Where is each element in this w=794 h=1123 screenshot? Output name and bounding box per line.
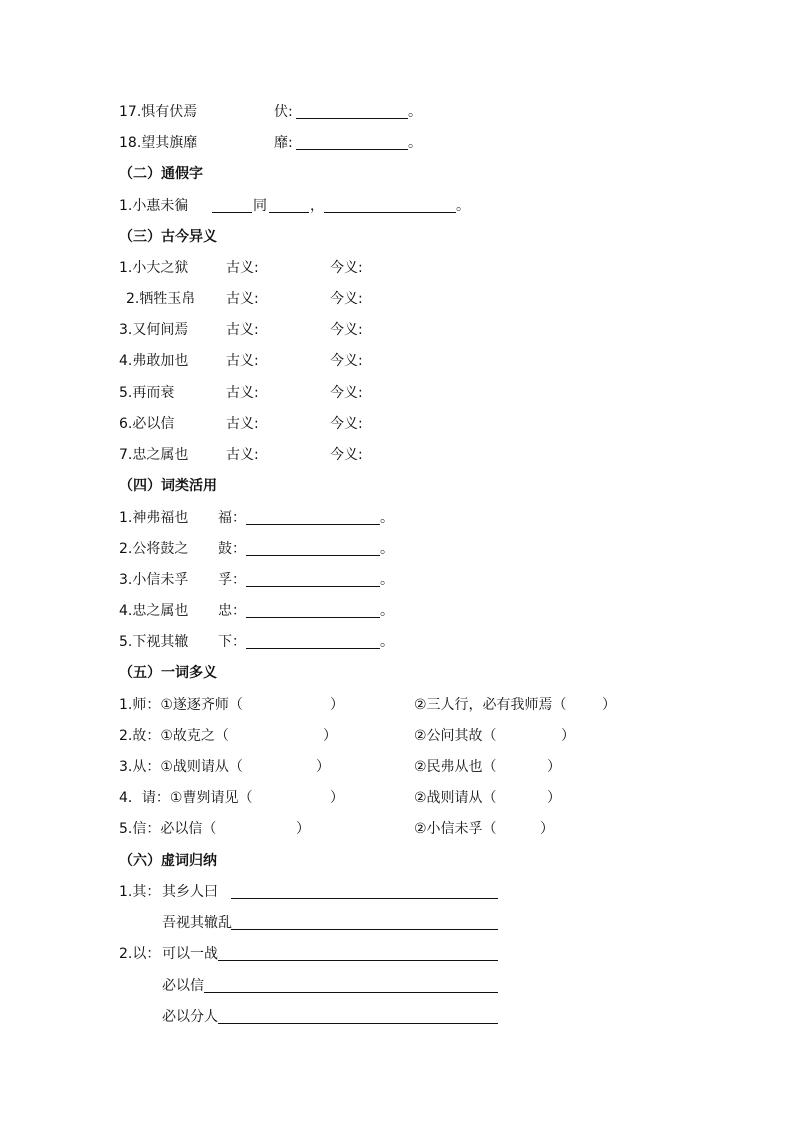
item-label: 1.神弗福也 — [119, 510, 189, 526]
gu-label: 古义: — [226, 260, 259, 276]
item-tail: 。 — [380, 603, 394, 619]
item-char: 忠： — [218, 603, 246, 619]
example-sentence: 可以一战 — [162, 946, 218, 962]
jin-label: 今义: — [330, 291, 363, 307]
right-sense: ②民弗从也（ — [414, 759, 497, 775]
gu-label: 古义: — [226, 447, 259, 463]
item-label: 4.忠之属也 — [119, 603, 189, 619]
item-char: 下： — [218, 634, 246, 650]
item-tail: 。 — [380, 510, 394, 526]
gu-label: 古义: — [226, 291, 259, 307]
item-char: 伏: — [274, 104, 293, 120]
answer-blank[interactable] — [231, 929, 498, 930]
gu-label: 古义: — [226, 353, 259, 369]
jin-label: 今义: — [330, 322, 363, 338]
example-sentence: 必以分人 — [162, 1009, 218, 1025]
left-close: ） — [296, 821, 310, 837]
right-sense: ②小信未孚（ — [414, 821, 497, 837]
answer-blank[interactable] — [218, 1023, 498, 1024]
answer-blank[interactable] — [269, 212, 309, 213]
left-close: ） — [330, 790, 344, 806]
section-heading-xucileina: （六）虚词归纳 — [119, 853, 217, 869]
item-label: 6.必以信 — [119, 416, 175, 432]
answer-blank[interactable] — [246, 586, 380, 587]
left-close: ） — [323, 728, 337, 744]
answer-blank[interactable] — [296, 149, 408, 150]
answer-blank[interactable] — [231, 898, 498, 899]
right-sense: ②公问其故（ — [414, 728, 497, 744]
right-close: ） — [547, 790, 561, 806]
item-char: 靡: — [274, 135, 293, 151]
item-tail: 。 — [408, 104, 422, 120]
left-sense: 2.故：①故克之（ — [119, 728, 229, 744]
item-label: 3.又何间焉 — [119, 322, 189, 338]
right-close: ） — [547, 759, 561, 775]
item-label: 5.再而衰 — [119, 385, 175, 401]
item-label: 5.下视其辙 — [119, 634, 189, 650]
item-label: 7.忠之属也 — [119, 447, 189, 463]
right-close: ） — [561, 728, 575, 744]
left-close: ） — [330, 697, 344, 713]
right-close: ） — [602, 697, 616, 713]
item-label: 1.小惠未徧 — [119, 198, 189, 214]
right-sense: ②战则请从（ — [414, 790, 497, 806]
item-label: 3.小信未孚 — [119, 572, 189, 588]
answer-blank[interactable] — [212, 212, 252, 213]
jin-label: 今义: — [330, 260, 363, 276]
answer-blank[interactable] — [296, 118, 408, 119]
item-tail: 。 — [380, 634, 394, 650]
right-close: ） — [540, 821, 554, 837]
answer-blank[interactable] — [218, 960, 498, 961]
section-heading-tongjiazi: （二）通假字 — [119, 166, 203, 182]
jin-label: 今义: — [330, 385, 363, 401]
section-heading-cileihuoyong: （四）词类活用 — [119, 478, 217, 494]
item-char: 福： — [218, 510, 246, 526]
gu-label: 古义: — [226, 416, 259, 432]
jin-label: 今义: — [330, 353, 363, 369]
right-sense: ②三人行，必有我师焉（ — [414, 697, 567, 713]
example-sentence: 必以信 — [162, 978, 204, 994]
answer-blank[interactable] — [204, 992, 498, 993]
group-label: 2.以： — [119, 946, 161, 962]
item-tail: 。 — [380, 572, 394, 588]
item-char: 孚： — [218, 572, 246, 588]
item-label: 2.牺牲玉帛 — [126, 291, 196, 307]
section-heading-yiciduoyi: （五）一词多义 — [119, 665, 217, 681]
item-label: 18.望其旗靡 — [119, 135, 198, 151]
example-sentence: 其乡人曰 — [162, 884, 218, 900]
item-tail: 。 — [380, 541, 394, 557]
jin-label: 今义: — [330, 447, 363, 463]
answer-blank[interactable] — [246, 524, 380, 525]
gu-label: 古义: — [226, 322, 259, 338]
gu-label: 古义: — [226, 385, 259, 401]
answer-blank[interactable] — [246, 555, 380, 556]
item-label: 2.公将鼓之 — [119, 541, 189, 557]
comma: ， — [310, 198, 324, 214]
item-char: 鼓： — [218, 541, 246, 557]
item-label: 4.弗敢加也 — [119, 353, 189, 369]
answer-blank[interactable] — [324, 212, 456, 213]
item-label: 17.惧有伏焉 — [119, 104, 198, 120]
section-heading-gujinyiyi: （三）古今异义 — [119, 229, 217, 245]
left-sense: 4．请：①曹刿请见（ — [119, 790, 253, 806]
left-close: ） — [316, 759, 330, 775]
item-label: 1.小大之狱 — [119, 260, 189, 276]
left-sense: 1.师：①遂逐齐师（ — [119, 697, 243, 713]
answer-blank[interactable] — [246, 648, 380, 649]
left-sense: 5.信：必以信（ — [119, 821, 217, 837]
jin-label: 今义: — [330, 416, 363, 432]
group-label: 1.其： — [119, 884, 161, 900]
left-sense: 3.从：①战则请从（ — [119, 759, 243, 775]
item-tail: 。 — [456, 198, 470, 214]
item-tail: 。 — [408, 135, 422, 151]
answer-blank[interactable] — [246, 617, 380, 618]
same-text: 同 — [253, 198, 267, 214]
example-sentence: 吾视其辙乱 — [162, 915, 232, 931]
